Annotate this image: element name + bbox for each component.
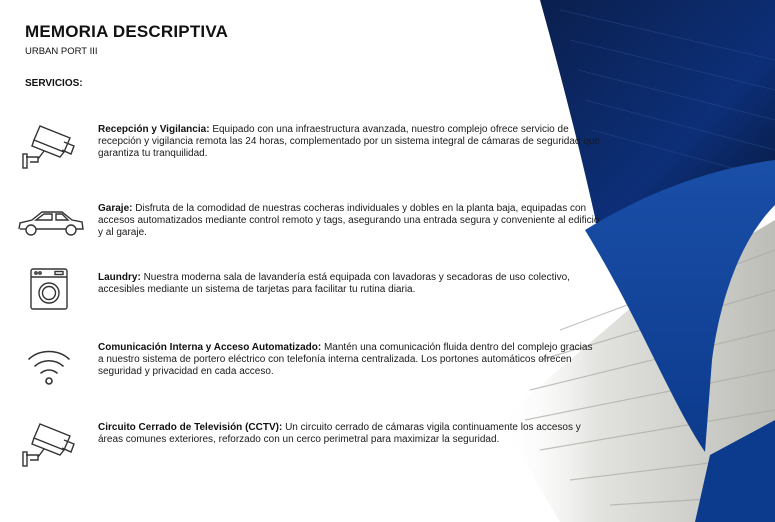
security-camera-icon: [20, 124, 76, 170]
service-title: Garaje:: [98, 203, 133, 214]
security-camera-icon: [20, 422, 76, 468]
service-text: [98, 342, 600, 379]
washing-machine-icon: [29, 267, 69, 311]
service-text: [98, 203, 600, 240]
section-heading: SERVICIOS:: [25, 78, 83, 89]
wifi-icon: [26, 347, 72, 387]
service-description: Mantén una comunicación fluida dentro del complejo gracias a nuestro sistema de portero eléctrico con telefonía interna centralizada. Los portones automáticos ofrecen seguridad y privacidad en cada acceso.: [98, 342, 593, 378]
car-icon: [16, 209, 86, 239]
service-description: Un circuito cerrado de cámaras vigila continuamente los accesos y áreas comunes exteriores, reforzado con un cerco perimetral para maximizar la seguridad.: [98, 422, 581, 446]
document-subtitle: URBAN PORT III: [25, 46, 98, 57]
service-text: [98, 124, 600, 161]
service-description: Disfruta de la comodidad de nuestras cocheras individuales y dobles en la planta baja, equipadas con accesos automatizados mediante control remoto y tags, asegurando una entrada segura y conveniente al edificio y al garaje.: [98, 203, 600, 239]
service-text: [98, 272, 600, 296]
service-description: Equipado con una infraestructura avanzada, nuestro complejo ofrece servicio de recepción y vigilancia remota las 24 horas, complementado por un sistema integral de cámaras de seguridad que garantiza tu tranquilidad.: [98, 124, 600, 160]
service-title: Circuito Cerrado de Televisión (CCTV):: [98, 422, 283, 433]
document-title: MEMORIA DESCRIPTIVA: [25, 22, 229, 41]
service-title: Comunicación Interna y Acceso Automatizado:: [98, 342, 322, 353]
service-title: Laundry:: [98, 272, 141, 283]
service-description: Nuestra moderna sala de lavandería está equipada con lavadoras y secadoras de uso colectivo, accesibles mediante un sistema de tarjetas para facilitar tu rutina diaria.: [98, 272, 570, 296]
service-text: [98, 422, 600, 446]
service-title: Recepción y Vigilancia:: [98, 124, 210, 135]
